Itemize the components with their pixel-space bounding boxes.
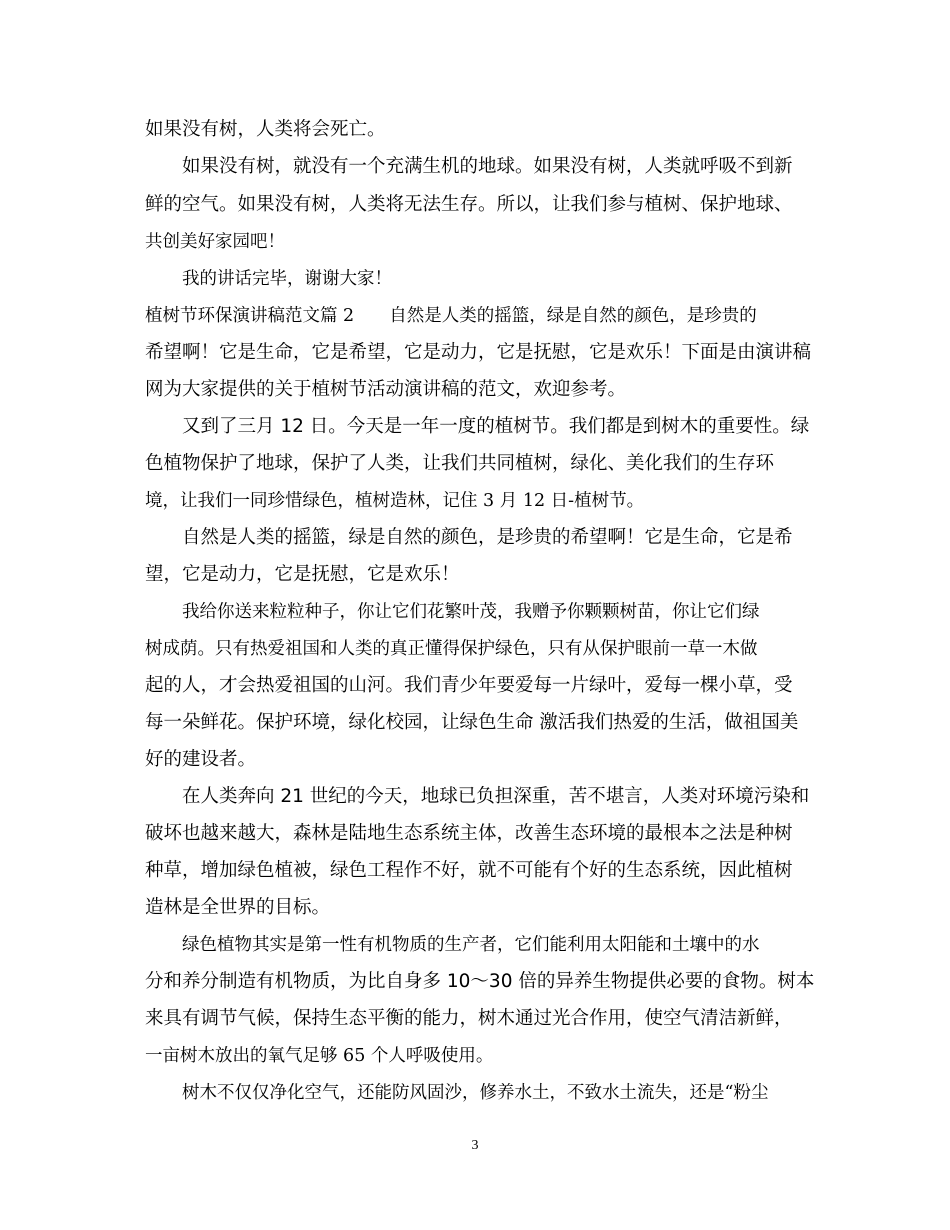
text-line-11: 境，让我们一同珍惜绿色，植树造林，记住 3 月 12 日-植树节。 bbox=[145, 491, 645, 511]
text-line-18: 好的建设者。 bbox=[145, 749, 257, 770]
text-line-3: 鲜的空气。如果没有树，人类将无法生存。所以，让我们参与植树、保护地球、 bbox=[145, 194, 793, 215]
text-line-5: 我的讲话完毕，谢谢大家！ bbox=[182, 269, 392, 289]
text-line-10: 色植物保护了地球，保护了人类，让我们共同植树，绿化、美化我们的生存环 bbox=[145, 453, 775, 474]
text-line-24: 分和养分制造有机物质，为比自身多 10～30 倍的异养生物提供必要的食物。树本 bbox=[145, 971, 815, 992]
text-line-17: 每一朵鲜花。保护环境，绿化校园，让绿色生命 激活我们热爱的生活，做祖国美 bbox=[145, 712, 799, 733]
text-line-1: 如果没有树，人类将会死亡。 bbox=[145, 119, 386, 140]
text-line-16: 起的人，才会热爱祖国的山河。我们青少年要爱每一片绿叶，爱每一棵小草，受 bbox=[145, 675, 793, 696]
text-line-25: 来具有调节气候，保持生态平衡的能力，树木通过光合作用，使空气清洁新鲜， bbox=[145, 1008, 793, 1029]
text-line-7: 希望啊！它是生命，它是希望，它是动力，它是抚慰，它是欢乐！下面是由演讲稿 bbox=[145, 342, 812, 363]
text-line-2: 如果没有树，就没有一个充满生机的地球。如果没有树，人类就呼吸不到新 bbox=[182, 156, 793, 177]
text-line-9: 又到了三月 12 日。今天是一年一度的植树节。我们都是到树木的重要性。绿 bbox=[182, 416, 810, 437]
text-line-27: 树木不仅仅净化空气，还能防风固沙，修养水土，不致水土流失，还是“粉尘 bbox=[182, 1083, 769, 1103]
text-line-12: 自然是人类的摇篮，绿是自然的颜色，是珍贵的希望啊！它是生命，它是希 bbox=[182, 527, 793, 548]
text-line-6: 植树节环保演讲稿范文篇 2 自然是人类的摇篮，绿是自然的颜色，是珍贵的 bbox=[145, 306, 757, 326]
text-line-23: 绿色植物其实是第一性有机物质的生产者，它们能利用太阳能和土壤中的水 bbox=[182, 935, 760, 955]
text-line-20: 破坏也越来越大，森林是陆地生态系统主体，改善生态环境的最根本之法是种树 bbox=[145, 823, 793, 844]
text-line-26: 一亩树木放出的氧气足够 65 个人呼吸使用。 bbox=[145, 1046, 494, 1066]
text-line-14: 我给你送来粒粒种子，你让它们花繁叶茂，我赠予你颗颗树苗，你让它们绿 bbox=[182, 602, 760, 622]
text-line-4: 共创美好家园吧！ bbox=[145, 232, 285, 252]
text-line-21: 种草，增加绿色植被，绿色工程作不好，就不可能有个好的生态系统，因此植树 bbox=[145, 860, 793, 881]
text-line-15: 树成荫。只有热爱祖国和人类的真正懂得保护绿色，只有从保护眼前一草一木做 bbox=[145, 639, 758, 659]
text-line-19: 在人类奔向 21 世纪的今天，地球已负担深重，苦不堪言，人类对环境污染和 bbox=[182, 786, 810, 807]
text-line-22: 造林是全世界的目标。 bbox=[145, 897, 331, 918]
text-line-8: 网为大家提供的关于植树节活动演讲稿的范文，欢迎参考。 bbox=[145, 379, 627, 400]
page-number: 3 bbox=[471, 1138, 479, 1153]
text-line-13: 望，它是动力，它是抚慰，它是欢乐！ bbox=[145, 564, 460, 585]
